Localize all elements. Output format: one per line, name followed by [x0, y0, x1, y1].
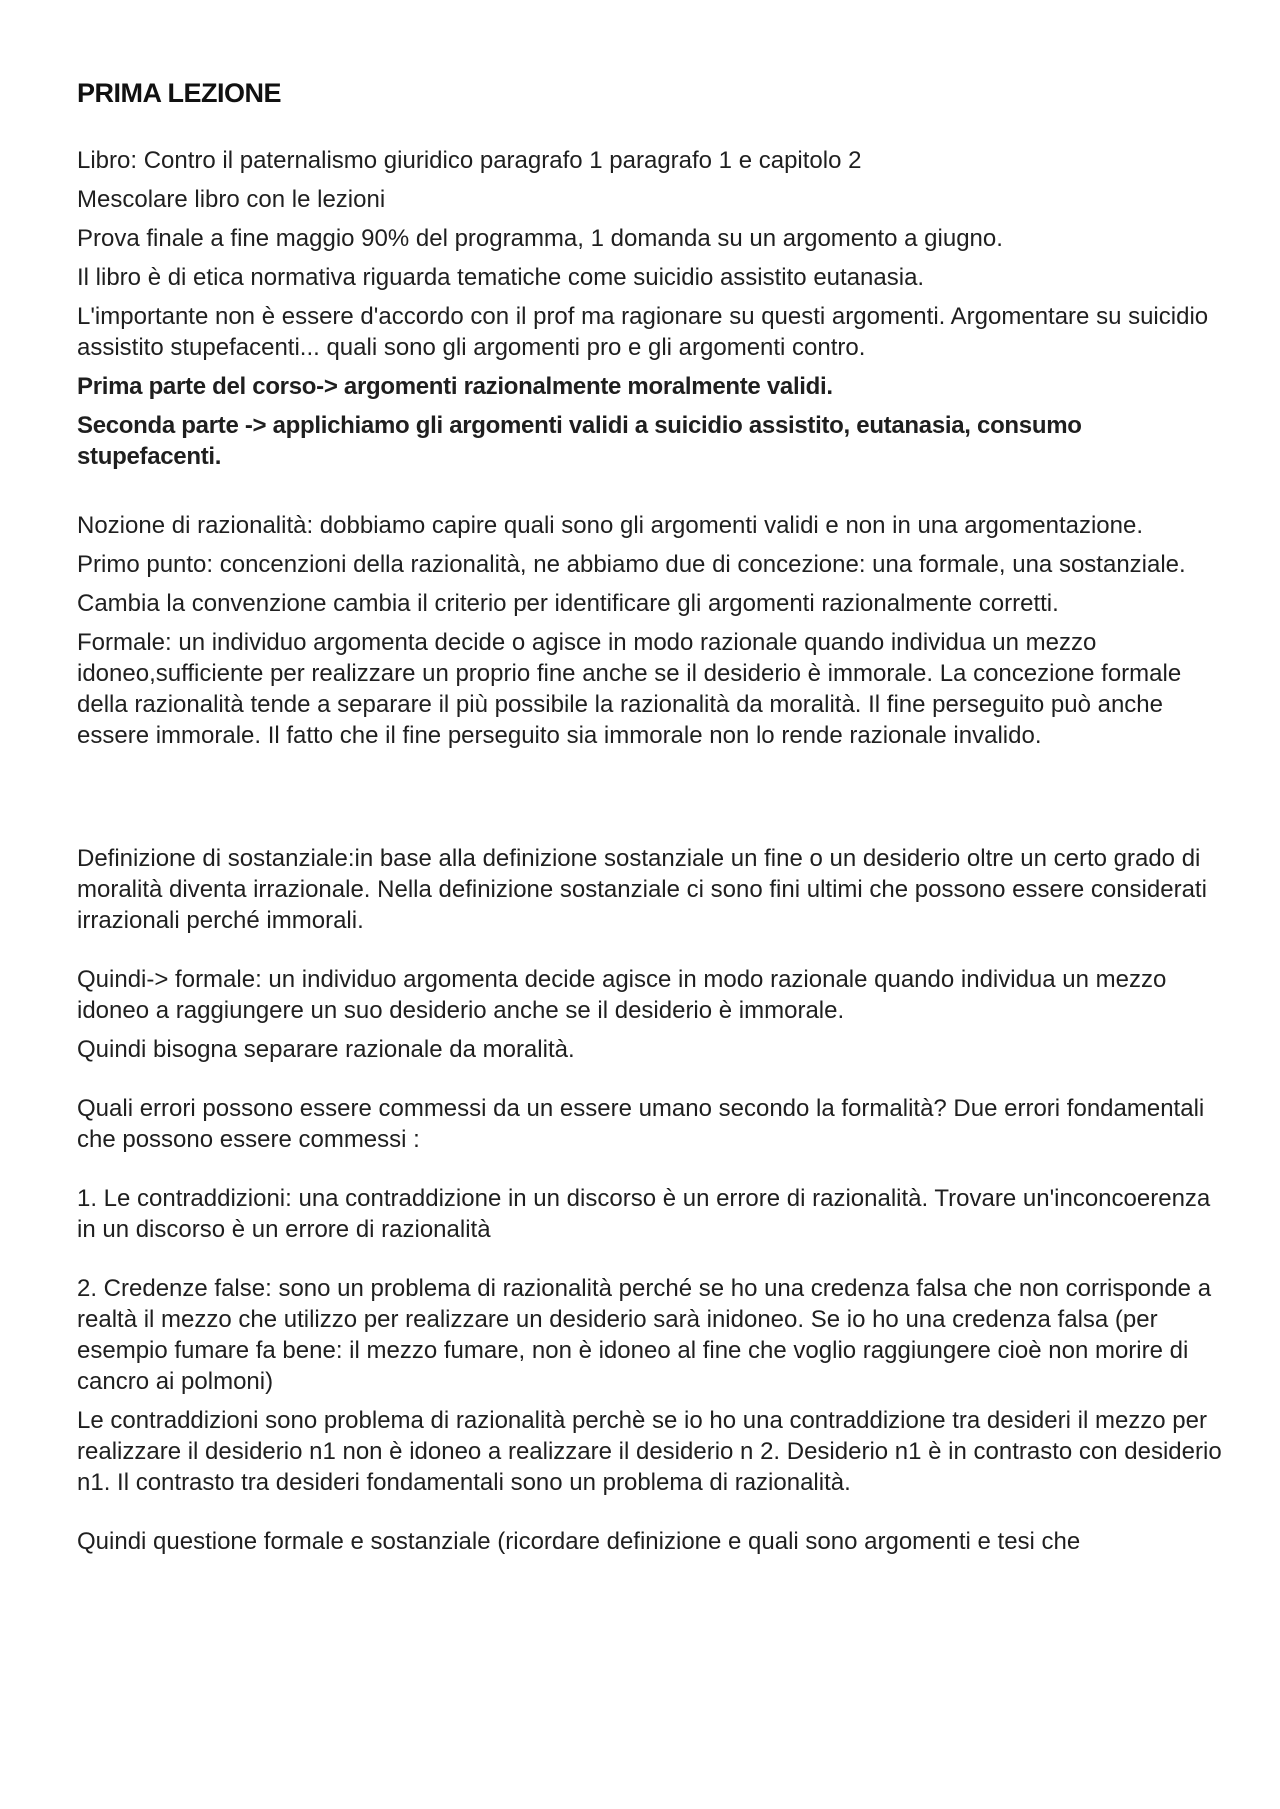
paragraph-errors-question: Quali errori possono essere commessi da un essere umano secondo la formalità? Due errori fondamentali che possono essere commessi :	[77, 1095, 1205, 1153]
paragraph-important: L'importante non è essere d'accordo con il prof ma ragionare su questi argomenti. Argomentare su suicidio assistito stupefacenti... quali sono gli argomenti pro e gli argomenti contro.	[77, 303, 1209, 361]
paragraph-contradictions-problem: Le contraddizioni sono problema di razionalità perchè se io ho una contraddizione tra desideri il mezzo per realizzare il desiderio n1 non è idoneo a realizzare il desiderio n 2. Desiderio n1 è in contrasto con desiderio n1. Il contrasto tra desideri fondamentali sono un problema di razionalità.	[77, 1407, 1222, 1496]
paragraph-first-part: Prima parte del corso-> argomenti razionalmente moralmente validi.	[77, 373, 833, 400]
paragraph-first-point: Primo punto: concenzioni della razionalità, ne abbiamo due di concezione: una formale, una sostanziale.	[77, 551, 1186, 578]
page-title: PRIMA LEZIONE	[77, 78, 282, 108]
paragraph-convention: Cambia la convenzione cambia il criterio per identificare gli argomenti razionalmente corretti.	[77, 590, 1059, 617]
paragraph-formal: Formale: un individuo argomenta decide o agisce in modo razionale quando individua un mezzo idoneo,sufficiente per realizzare un proprio fine anche se il desiderio è immorale. La concezione formale della razionalità tende a separare il più possibile la razionalità da moralità. Il fine perseguito può anche essere immorale. Il fatto che il fine perseguito sia immorale non lo rende razionale invalido.	[77, 629, 1182, 749]
paragraph-rationality-notion: Nozione di razionalità: dobbiamo capire quali sono gli argomenti validi e non in una argomentazione.	[77, 512, 1143, 539]
paragraph-final-exam: Prova finale a fine maggio 90% del programma, 1 domanda su un argomento a giugno.	[77, 225, 1003, 252]
document-page	[77, 78, 1227, 1565]
paragraph-formal-substantial-question: Quindi questione formale e sostanziale (ricordare definizione e quali sono argomenti e tesi che	[77, 1528, 1081, 1555]
paragraph-therefore-formal: Quindi-> formale: un individuo argomenta decide agisce in modo razionale quando individua un mezzo idoneo a raggiungere un suo desiderio anche se il desiderio è immorale.	[77, 966, 1167, 1024]
paragraph-book-topic: Il libro è di etica normativa riguarda tematiche come suicidio assistito eutanasia.	[77, 264, 925, 291]
list-item-false-beliefs: 2. Credenze false: sono un problema di razionalità perché se ho una credenza falsa che non corrisponde a realtà il mezzo che utilizzo per realizzare un desiderio sarà inidoneo. Se io ho una credenza falsa (per esempio fumare fa bene: il mezzo fumare, non è idoneo al fine che voglio raggiungere cioè non morire di cancro ai polmoni)	[77, 1275, 1212, 1395]
paragraph-book: Libro: Contro il paternalismo giuridico paragrafo 1 paragrafo 1 e capitolo 2	[77, 147, 862, 174]
list-item-contradictions: 1. Le contraddizioni: una contraddizione in un discorso è un errore di razionalità. Trovare un'inconcoerenza in un discorso è un errore di razionalità	[77, 1185, 1211, 1243]
paragraph-separate: Quindi bisogna separare razionale da moralità.	[77, 1036, 575, 1063]
paragraph-mix-book: Mescolare libro con le lezioni	[77, 186, 386, 213]
paragraph-substantial-definition: Definizione di sostanziale:in base alla definizione sostanziale un fine o un desiderio oltre un certo grado di moralità diventa irrazionale. Nella definizione sostanziale ci sono fini ultimi che possono essere considerati irrazionali perché immorali.	[77, 845, 1207, 934]
paragraph-second-part: Seconda parte -> applichiamo gli argomenti validi a suicidio assistito, eutanasia, consumo stupefacenti.	[77, 412, 1082, 470]
